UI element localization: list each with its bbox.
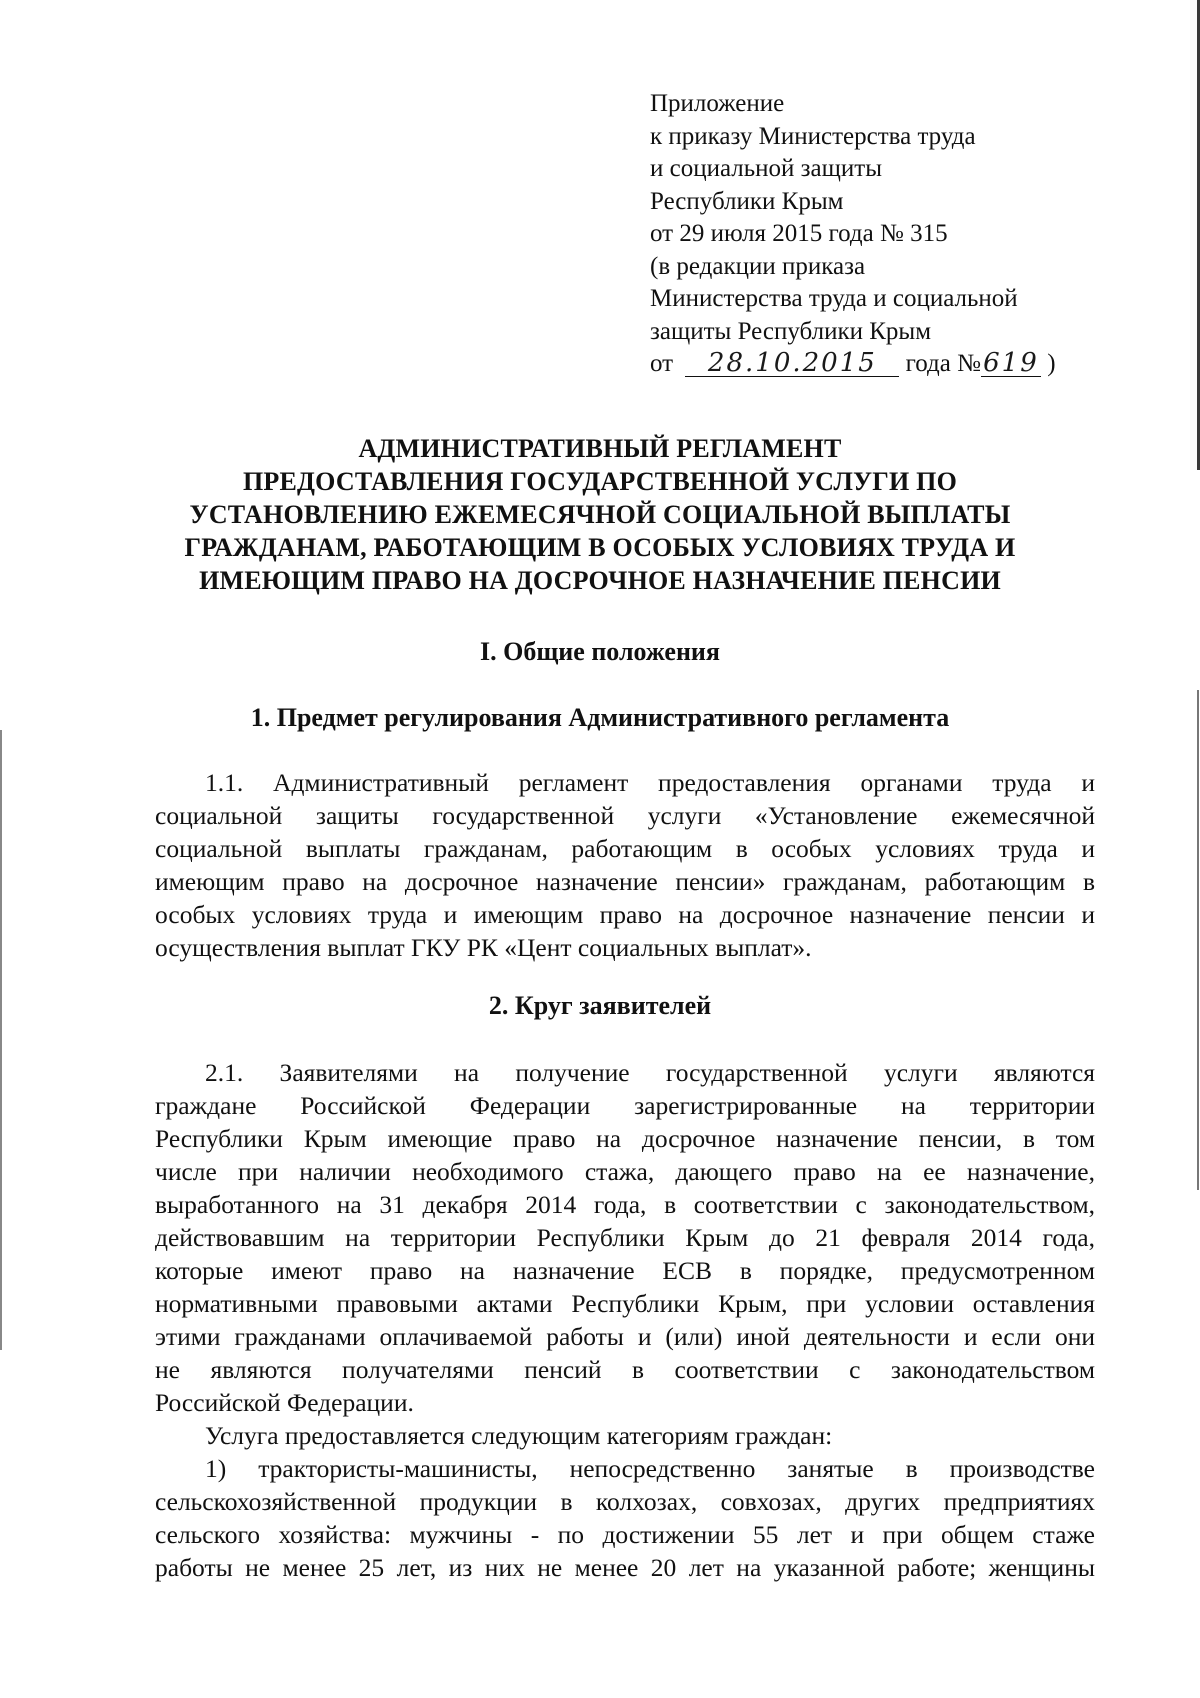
paragraph-line: не являются получателями пенсий в соответствии с законодательством xyxy=(155,1355,1095,1384)
approval-line: от 29 июля 2015 года № 315 xyxy=(650,220,948,247)
title-line: АДМИНИСТРАТИВНЫЙ РЕГЛАМЕНТ xyxy=(358,434,842,463)
approval-line: Министерства труда и социальной xyxy=(650,285,1018,312)
approval-line: и социальной защиты xyxy=(650,155,883,182)
from-prefix: от xyxy=(650,350,674,377)
paragraph-line: работы не менее 25 лет, из них не менее 20 лет на указанной работе; женщины xyxy=(155,1553,1095,1582)
paragraph-line: выработанного на 31 декабря 2014 года, в соответствии с законодательством, xyxy=(155,1190,1095,1219)
approval-line: Республики Крым xyxy=(650,187,844,215)
paragraph-line: нормативными правовыми актами Республики Крым, при условии оставления xyxy=(155,1289,1095,1318)
title-line: ИМЕЮЩИМ ПРАВО НА ДОСРОЧНОЕ НАЗНАЧЕНИЕ ПЕНСИИ xyxy=(199,566,1001,595)
approval-block xyxy=(650,88,1110,381)
document-title xyxy=(100,432,1100,597)
paragraph-line: Российской Федерации. xyxy=(155,1388,414,1417)
paragraph-line: действовавшим на территории Республики Крым до 21 февраля 2014 года, xyxy=(155,1223,1095,1252)
year-number-label: года № xyxy=(905,350,981,377)
title-line: ГРАЖДАНАМ, РАБОТАЮЩИМ В ОСОБЫХ УСЛОВИЯХ ТРУДА И xyxy=(184,533,1016,562)
approval-line: к приказу Министерства труда xyxy=(650,122,976,150)
approval-line: (в редакции приказа xyxy=(650,252,866,280)
paragraph-line: числе при наличии необходимого стажа, дающего право на ее назначение, xyxy=(155,1157,1095,1186)
approval-line: защиты Республики Крым xyxy=(650,317,932,345)
paragraph-line: особых условиях труда и имеющим право на досрочное назначение пенсии и xyxy=(155,900,1095,929)
paragraph-line: социальной выплаты гражданам, работающим в особых условиях труда и xyxy=(155,834,1095,863)
paragraph-line: 2.1. Заявителями на получение государственной услуги являются xyxy=(205,1058,1095,1087)
closing-paren: ) xyxy=(1047,350,1056,377)
approval-date-line xyxy=(650,348,1110,381)
categories-intro: Услуга предоставляется следующим категориям граждан: xyxy=(205,1421,833,1450)
section-heading: I. Общие положения xyxy=(480,637,720,666)
paragraph-line: 1) трактористы-машинисты, непосредственно занятые в производстве xyxy=(205,1454,1095,1483)
paragraph-line: имеющим право на досрочное назначение пенсии» гражданам, работающим в xyxy=(155,867,1095,896)
paragraph-line: граждане Российской Федерации зарегистрированные на территории xyxy=(155,1091,1095,1120)
paragraph-line: этими гражданами оплачиваемой работы и (или) иной деятельности и если они xyxy=(155,1322,1095,1351)
scan-edge-mark xyxy=(0,730,2,1350)
paragraph-line: 1.1. Административный регламент предоставления органами труда и xyxy=(205,768,1095,797)
subsection-heading: 1. Предмет регулирования Административного регламента xyxy=(250,703,950,732)
paragraph-line: которые имеют право на назначение ЕСВ в порядке, предусмотренном xyxy=(155,1256,1095,1285)
handwritten-order-number: 619 xyxy=(981,350,1041,377)
paragraph-1-1 xyxy=(155,766,1095,964)
title-line: УСТАНОВЛЕНИЮ ЕЖЕМЕСЯЧНОЙ СОЦИАЛЬНОЙ ВЫПЛАТЫ xyxy=(189,500,1011,529)
paragraph-line: сельского хозяйства: мужчины - по достижении 55 лет и при общем стаже xyxy=(155,1520,1095,1549)
handwritten-date: 28.10.2015 xyxy=(685,350,899,377)
approval-line: Приложение xyxy=(650,90,785,117)
paragraph-line: социальной защиты государственной услуги «Установление ежемесячной xyxy=(155,801,1095,830)
scan-edge-mark xyxy=(1197,690,1199,1190)
title-line: ПРЕДОСТАВЛЕНИЯ ГОСУДАРСТВЕННОЙ УСЛУГИ ПО xyxy=(242,467,958,496)
paragraph-line: осуществления выплат ГКУ РК «Цент социальных выплат». xyxy=(155,933,812,962)
paragraph-line: сельскохозяйственной продукции в колхозах, совхозах, других предприятиях xyxy=(155,1487,1095,1516)
subsection-heading: 2. Круг заявителей xyxy=(488,991,712,1020)
paragraph-line: Республики Крым имеющие право на досрочное назначение пенсии, в том xyxy=(155,1124,1095,1153)
paragraph-2-1 xyxy=(155,1056,1095,1584)
